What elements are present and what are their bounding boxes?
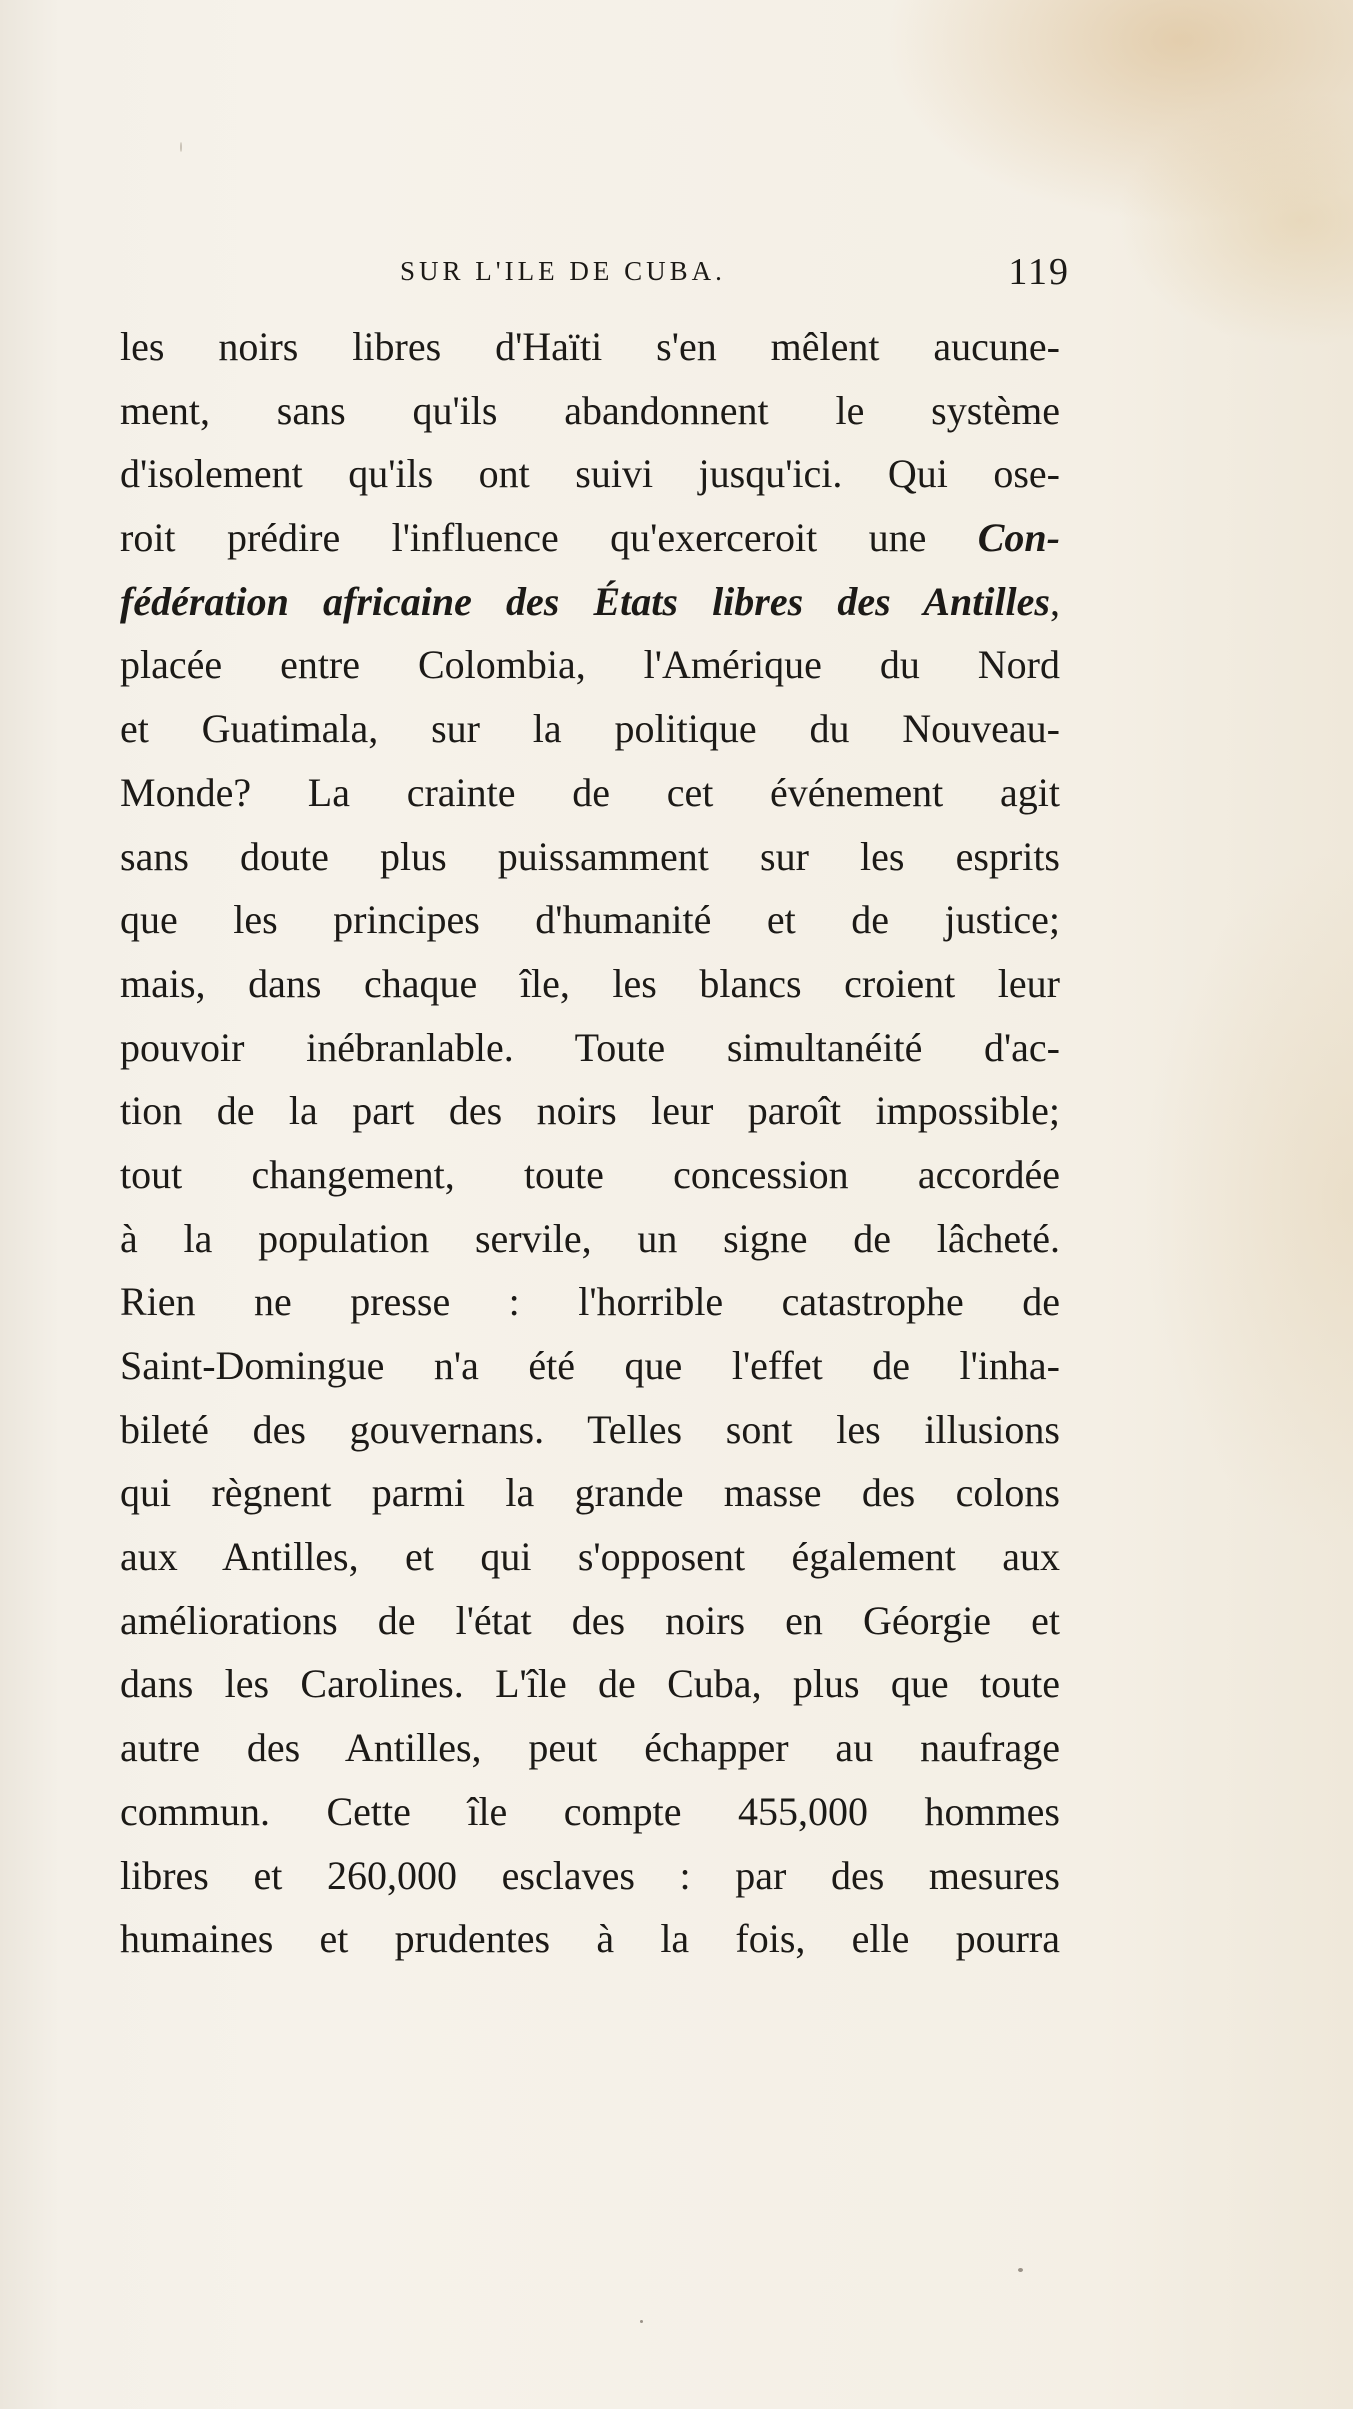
line-text: mais, dans chaque île, les blancs croient leur — [120, 960, 1060, 1006]
line-text: tion de la part des noirs leur paroît impossible; — [120, 1088, 1060, 1134]
line-text: , — [1050, 578, 1060, 624]
line-text: Monde? La crainte de cet événement agit — [120, 769, 1060, 815]
text-line — [120, 633, 1060, 697]
text-line — [120, 888, 1060, 952]
line-text: sans doute plus puissamment sur les esprits — [120, 833, 1060, 879]
line-text: Rien ne presse : l'horrible catastrophe de — [120, 1279, 1060, 1325]
line-text: Saint-Domingue n'a été que l'effet de l'inha- — [120, 1343, 1060, 1388]
line-text: d'isolement qu'ils ont suivi jusqu'ici. Qui ose- — [120, 451, 1060, 497]
line-text: ment, sans qu'ils abandonnent le système — [120, 387, 1060, 433]
line-text: pouvoir inébranlable. Toute simultanéité d'ac- — [120, 1024, 1060, 1070]
page-number: 119 — [1008, 251, 1070, 293]
text-line — [120, 952, 1060, 1016]
text-line — [120, 506, 1060, 570]
italic-text: fédération africaine des États libres des Antilles — [120, 578, 1050, 624]
page-header — [120, 250, 1070, 300]
running-head: SUR L'ILE DE CUBA. — [400, 256, 726, 286]
line-text: qui règnent parmi la grande masse des colons — [120, 1470, 1060, 1516]
line-text: améliorations de l'état des noirs en Géorgie et — [120, 1597, 1060, 1643]
text-line — [120, 825, 1060, 889]
text-line — [120, 1016, 1060, 1080]
text-line — [120, 1398, 1060, 1462]
text-line — [120, 315, 1060, 379]
text-line — [120, 570, 1060, 634]
text-line — [120, 1716, 1060, 1780]
text-line — [120, 1844, 1060, 1908]
text-line — [120, 1334, 1060, 1398]
text-line — [120, 761, 1060, 825]
line-text: aux Antilles, et qui s'opposent également aux — [120, 1534, 1060, 1580]
line-text: autre des Antilles, peut échapper au naufrage — [120, 1725, 1060, 1771]
text-line — [120, 1270, 1060, 1334]
line-text: placée entre Colombia, l'Amérique du Nord — [120, 642, 1060, 688]
line-text: tout changement, toute concession accordée — [120, 1151, 1060, 1197]
text-line — [120, 1143, 1060, 1207]
line-text: humaines et prudentes à la fois, elle pourra — [120, 1916, 1060, 1962]
line-text: roit prédire l'influence qu'exerceroit une — [120, 515, 978, 561]
text-line — [120, 1652, 1060, 1716]
paper-speck — [1018, 2268, 1023, 2272]
text-line — [120, 379, 1060, 443]
text-line — [120, 1461, 1060, 1525]
line-text: bileté des gouvernans. Telles sont les illusions — [120, 1406, 1060, 1452]
text-line — [120, 1525, 1060, 1589]
line-text: commun. Cette île compte 455,000 hommes — [120, 1788, 1060, 1834]
paper-speck — [640, 2320, 643, 2323]
text-line — [120, 1907, 1060, 1971]
line-text: à la population servile, un signe de lâcheté. — [120, 1215, 1060, 1261]
text-line — [120, 1589, 1060, 1653]
text-line — [120, 1079, 1060, 1143]
text-line — [120, 442, 1060, 506]
line-text: les noirs libres d'Haïti s'en mêlent aucune- — [120, 324, 1060, 369]
text-line — [120, 1780, 1060, 1844]
body-text — [120, 315, 1060, 1971]
line-text: dans les Carolines. L'île de Cuba, plus que toute — [120, 1661, 1060, 1707]
line-text: et Guatimala, sur la politique du Nouveau- — [120, 706, 1060, 752]
line-text: que les principes d'humanité et de justice; — [120, 897, 1060, 943]
italic-text: Con- — [977, 515, 1060, 561]
line-text: libres et 260,000 esclaves : par des mesures — [120, 1852, 1060, 1898]
text-line — [120, 1207, 1060, 1271]
paper-speck — [180, 142, 182, 152]
text-line — [120, 697, 1060, 761]
